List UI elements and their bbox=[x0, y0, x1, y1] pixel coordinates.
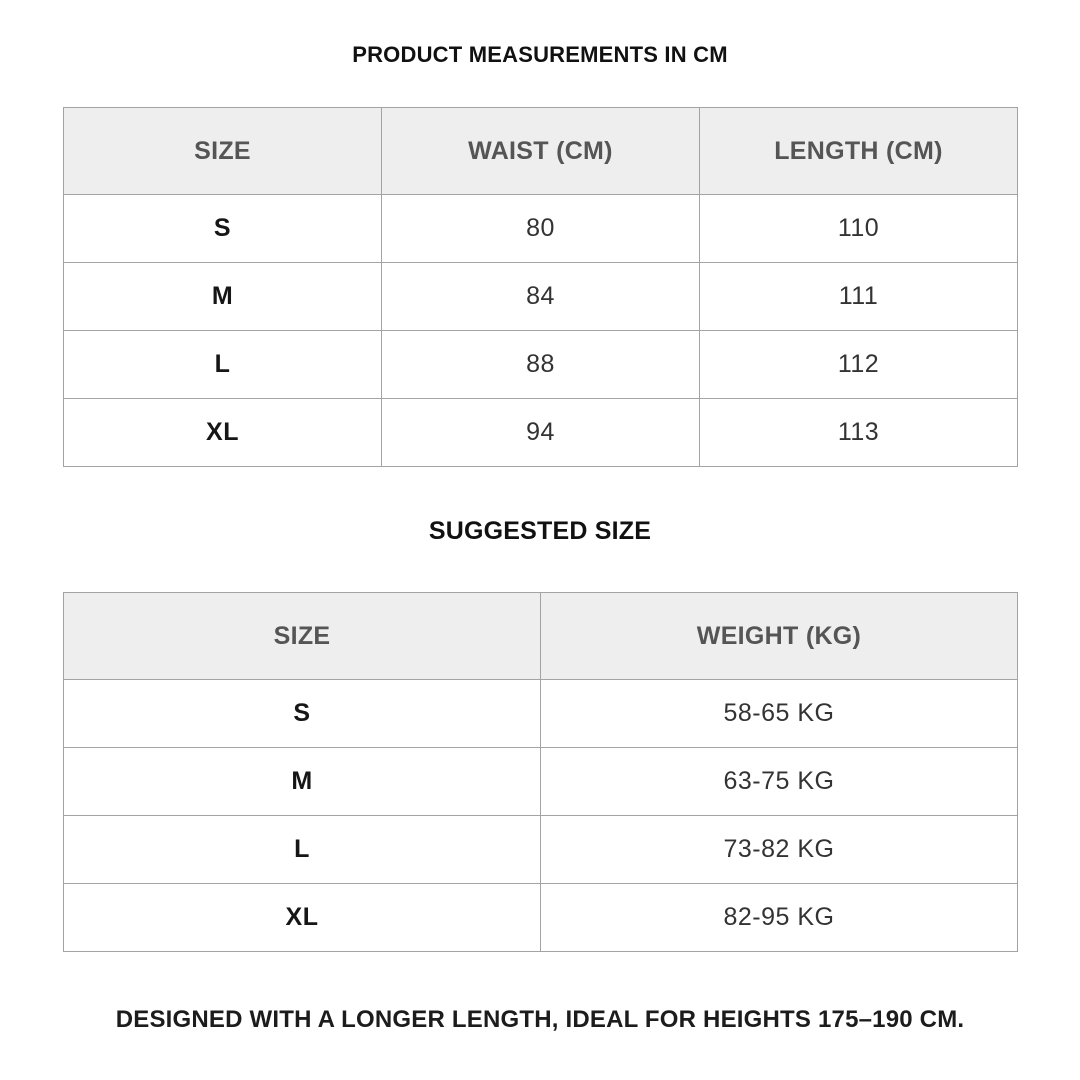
table-row bbox=[64, 680, 1018, 748]
size-cell: L bbox=[64, 331, 382, 399]
length-cell: 113 bbox=[700, 399, 1018, 467]
length-cell: 112 bbox=[700, 331, 1018, 399]
size-cell: M bbox=[64, 263, 382, 331]
column-header-size: SIZE bbox=[64, 108, 382, 195]
weight-cell: 82-95 KG bbox=[541, 884, 1018, 952]
table-row bbox=[64, 331, 1018, 399]
length-cell: 110 bbox=[700, 195, 1018, 263]
table-header-row bbox=[64, 108, 1018, 195]
table-row bbox=[64, 195, 1018, 263]
table-header-row bbox=[64, 593, 1018, 680]
table-row bbox=[64, 884, 1018, 952]
suggested-size-title: SUGGESTED SIZE bbox=[428, 517, 652, 545]
table-row bbox=[64, 816, 1018, 884]
waist-cell: 84 bbox=[382, 263, 700, 331]
waist-cell: 80 bbox=[382, 195, 700, 263]
size-cell: S bbox=[64, 680, 541, 748]
size-cell: L bbox=[64, 816, 541, 884]
weight-cell: 58-65 KG bbox=[541, 680, 1018, 748]
weight-cell: 63-75 KG bbox=[541, 748, 1018, 816]
column-header-size: SIZE bbox=[64, 593, 541, 680]
size-cell: S bbox=[64, 195, 382, 263]
weight-cell: 73-82 KG bbox=[541, 816, 1018, 884]
table-row bbox=[64, 399, 1018, 467]
length-cell: 111 bbox=[700, 263, 1018, 331]
size-cell: XL bbox=[64, 399, 382, 467]
column-header-waist: WAIST (CM) bbox=[382, 108, 700, 195]
size-cell: XL bbox=[64, 884, 541, 952]
measurements-table bbox=[63, 107, 1018, 467]
column-header-length: LENGTH (CM) bbox=[700, 108, 1018, 195]
measurements-title: PRODUCT MEASUREMENTS IN CM bbox=[352, 42, 728, 67]
suggested-size-table bbox=[63, 592, 1018, 952]
column-header-weight: WEIGHT (KG) bbox=[541, 593, 1018, 680]
waist-cell: 88 bbox=[382, 331, 700, 399]
length-footnote: DESIGNED WITH A LONGER LENGTH, IDEAL FOR HEIGHTS 175–190 CM. bbox=[115, 1006, 965, 1033]
table-row bbox=[64, 263, 1018, 331]
table-row bbox=[64, 748, 1018, 816]
waist-cell: 94 bbox=[382, 399, 700, 467]
size-cell: M bbox=[64, 748, 541, 816]
